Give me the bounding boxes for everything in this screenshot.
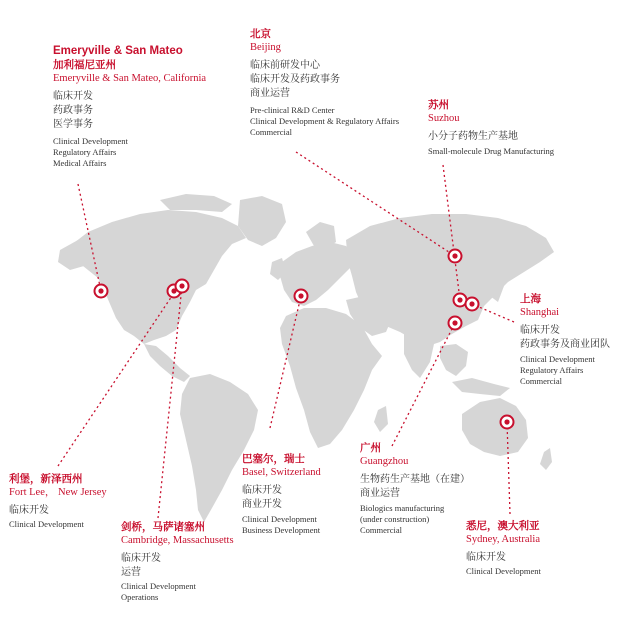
landmass-madagascar bbox=[374, 406, 388, 432]
location-title-cn: 苏州 bbox=[428, 99, 449, 111]
location-fortlee bbox=[9, 472, 107, 530]
function-cn: 药政事务及商业团队 bbox=[520, 339, 610, 350]
location-title-cn: 利堡，新泽西州 bbox=[9, 473, 83, 485]
functions-cn bbox=[9, 504, 107, 518]
functions-en bbox=[121, 581, 234, 603]
landmass-australia bbox=[462, 398, 528, 456]
location-title-en: Suzhou bbox=[428, 113, 460, 124]
functions-cn bbox=[53, 90, 206, 132]
function-cn: 临床开发 bbox=[121, 553, 161, 564]
functions-en bbox=[250, 105, 399, 138]
functions-cn bbox=[428, 130, 554, 144]
location-title-cn: 剑桥，马萨诸塞州 bbox=[121, 521, 205, 533]
marker-sydney[interactable] bbox=[501, 416, 514, 429]
location-title-cn: 加利福尼亚州 bbox=[53, 59, 116, 71]
function-en: Commercial bbox=[360, 525, 403, 535]
function-cn: 临床开发及药政事务 bbox=[250, 74, 340, 85]
function-en: Clinical Development & Regulatory Affairs bbox=[250, 116, 400, 126]
function-en: Regulatory Affairs bbox=[520, 365, 584, 375]
function-cn: 运营 bbox=[121, 567, 141, 578]
location-emeryville bbox=[53, 44, 206, 169]
function-en: Clinical Development bbox=[121, 581, 196, 591]
function-en: Business Development bbox=[242, 525, 321, 535]
functions-en bbox=[360, 503, 470, 536]
landmass-canada-arctic bbox=[160, 194, 232, 212]
marker-beijing[interactable] bbox=[449, 250, 462, 263]
functions-en bbox=[242, 514, 321, 536]
landmass-new-zealand bbox=[540, 448, 552, 470]
location-title-cn: 北京 bbox=[250, 28, 271, 40]
functions-en bbox=[9, 519, 107, 530]
function-cn: 商业运营 bbox=[360, 488, 400, 499]
functions-cn bbox=[242, 484, 321, 512]
marker-cambridge[interactable] bbox=[176, 280, 189, 293]
functions-en bbox=[520, 354, 610, 387]
function-en: Commercial bbox=[520, 376, 563, 386]
function-en: Operations bbox=[121, 592, 159, 602]
location-title-en: Sydney, Australia bbox=[466, 534, 540, 545]
location-title-en-bold: Emeryville & San Mateo bbox=[53, 45, 183, 57]
location-title-en: Guangzhou bbox=[360, 456, 409, 467]
function-en: Small-molecule Drug Manufacturing bbox=[428, 146, 555, 156]
function-cn: 临床开发 bbox=[520, 325, 560, 336]
functions-cn bbox=[250, 59, 399, 101]
location-title-cn: 广州 bbox=[360, 442, 381, 454]
function-cn: 临床前研发中心 bbox=[250, 60, 320, 71]
function-en: Clinical Development bbox=[466, 566, 541, 576]
location-suzhou bbox=[428, 98, 554, 157]
functions-cn bbox=[121, 552, 234, 580]
functions-cn bbox=[360, 473, 470, 501]
function-cn: 临床开发 bbox=[466, 552, 506, 563]
function-en: Medical Affairs bbox=[53, 158, 107, 168]
functions-cn bbox=[520, 324, 610, 352]
function-cn: 医学事务 bbox=[53, 119, 93, 130]
function-cn: 临床开发 bbox=[242, 485, 282, 496]
function-en: Commercial bbox=[250, 127, 293, 137]
function-cn: 生物药生产基地（在建） bbox=[360, 474, 470, 485]
location-shanghai bbox=[520, 292, 610, 387]
function-en: Clinical Development bbox=[9, 519, 84, 529]
function-en: Clinical Development bbox=[53, 136, 128, 146]
landmass-indonesia bbox=[452, 378, 510, 396]
location-title-en: Shanghai bbox=[520, 307, 560, 318]
location-title-cn: 悉尼，澳大利亚 bbox=[466, 520, 540, 532]
functions-en bbox=[466, 566, 541, 577]
location-basel bbox=[242, 452, 321, 536]
landmass-greenland bbox=[238, 196, 286, 246]
functions-en bbox=[53, 136, 206, 169]
landmass-southeast-asia bbox=[440, 344, 468, 376]
landmass-north-america bbox=[70, 210, 246, 344]
location-title-cn: 巴塞尔，瑞士 bbox=[242, 453, 305, 465]
marker-emeryville[interactable] bbox=[95, 285, 108, 298]
function-en: Biologics manufacturing bbox=[360, 503, 445, 513]
landmass-scandinavia bbox=[306, 222, 336, 248]
function-cn: 商业开发 bbox=[242, 499, 282, 510]
function-en: Regulatory Affairs bbox=[53, 147, 117, 157]
function-cn: 临床开发 bbox=[53, 91, 93, 102]
location-title-en: Beijing bbox=[250, 42, 281, 53]
function-cn: 药政事务 bbox=[53, 105, 93, 116]
function-cn: 小分子药物生产基地 bbox=[428, 131, 518, 142]
location-title-cn: 上海 bbox=[520, 293, 541, 305]
function-en: Clinical Development bbox=[242, 514, 317, 524]
marker-guangzhou[interactable] bbox=[449, 317, 462, 330]
functions-en bbox=[428, 146, 554, 157]
location-cambridge bbox=[121, 520, 234, 603]
location-sydney bbox=[466, 519, 541, 577]
functions-cn bbox=[466, 551, 541, 565]
location-title-en: Basel, Switzerland bbox=[242, 467, 321, 478]
landmass-europe bbox=[280, 242, 356, 306]
location-title-en: Fort Lee， New Jersey bbox=[9, 487, 107, 498]
function-en: Pre-clinical R&D Center bbox=[250, 105, 335, 115]
marker-shanghai[interactable] bbox=[466, 298, 479, 311]
marker-basel[interactable] bbox=[295, 290, 308, 303]
function-en: Clinical Development bbox=[520, 354, 595, 364]
location-beijing bbox=[250, 27, 399, 138]
location-title-en: Cambridge, Massachusetts bbox=[121, 535, 234, 546]
location-title-en: Emeryville & San Mateo, California bbox=[53, 73, 207, 84]
function-cn: 商业运营 bbox=[250, 88, 290, 99]
function-en: (under construction) bbox=[360, 514, 430, 524]
landmass-central-america bbox=[144, 344, 190, 382]
location-guangzhou bbox=[360, 441, 470, 536]
function-cn: 临床开发 bbox=[9, 505, 49, 516]
